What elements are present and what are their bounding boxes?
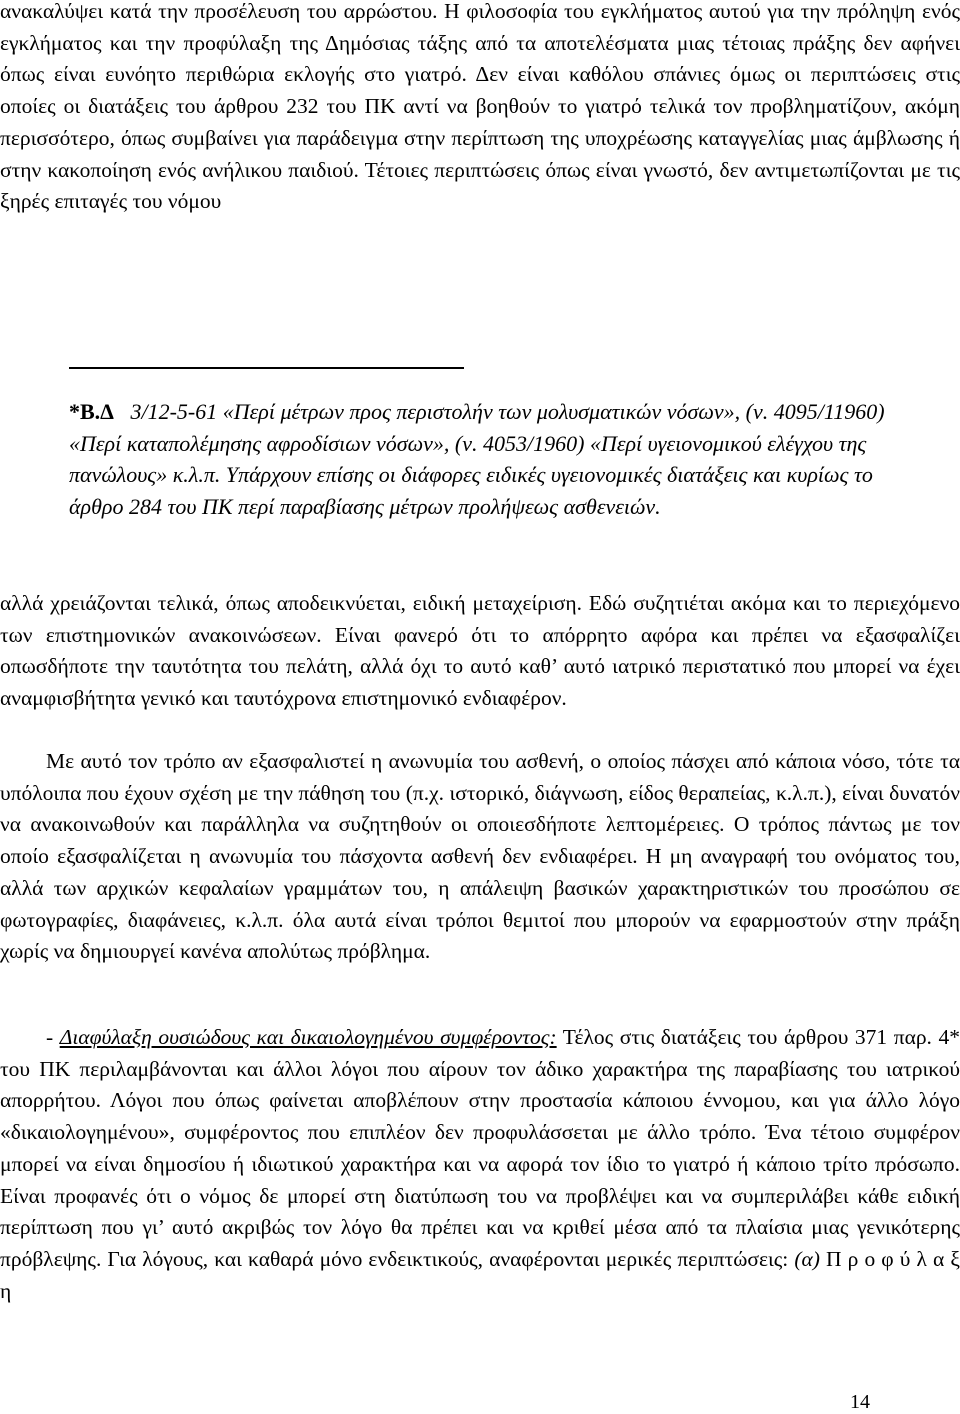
footnote-text: 3/12-5-61 «Περί μέτρων προς περιστολήν των μολυσματικών νόσων», (ν. 4095/11960) «Περί καταπολέμησης αφροδίσιων νόσων», (ν. 4053/1960) «Περί υγειονομικού ελέγχου της πανώλους» κ.λ.π. Υπάρχουν επίσης οι διάφορες ειδικές υγειονομικές διατάξεις και κυρίως το άρθρο 284 του ΠΚ περί παραβίασης μέτρων προλήψεως ασθενειών. bbox=[69, 399, 885, 519]
page-number: 14 bbox=[850, 1391, 870, 1413]
list-dash: - bbox=[46, 1025, 60, 1049]
item-marker: (α) bbox=[794, 1246, 820, 1271]
paragraph-text: Τέλος στις διατάξεις του άρθρου 371 παρ. 4* του ΠΚ περιλαμβάνονται και άλλοι λόγοι που αίρουν τον άδικο χαρακτήρα της παραβίασης του ιατρικού απορρήτου. Λόγοι που όπως φαίνεται αποβλέπουν στην προστασία κάποιου έννομου, και για άλλο λόγο «δικαιολογημένου», συμφέροντος που επιπλέον δεν προφυλάσσεται με άλλο τρόπο. Ένα τέτοιο συμφέρον μπορεί να είναι δημοσίου ή ιδιωτικού χαρακτήρα και να αφορά τον ίδιο το γιατρό ή κάποιο τρίτο πρόσωπο. Είναι προφανές ότι ο νόμος δε μπορεί στη διατύπωση του να προβλέψει και να συμπεριλάβει κάθε ειδική περίπτωση που γι’ αυτό ακριβώς τον λόγο θα πρέπει και να κριθεί μέσα από τα πλαίσια μιας γενικότερης πρόβλεψης. Για λόγους, και καθαρά μόνο ενδεικτικούς, αναφέρονται μερικές περιπτώσεις: bbox=[0, 1025, 960, 1271]
section-heading: Διαφύλαξη ουσιώδους και δικαιολογημένου συμφέροντος: bbox=[59, 1025, 557, 1049]
body-paragraph: Με αυτό τον τρόπο αν εξασφαλιστεί η ανωνυμία του ασθενή, ο οποίος πάσχει από κάποια νόσο, τότε τα υπόλοιπα που έχουν σχέση με την πάθηση του (π.χ. ιστορικό, διάγνωση, είδος θεραπείας, κ.λ.π.), είναι δυνατόν να ανακοινωθούν και παράλληλα να συζητηθούν οι οποιεσδήποτε λεπτομέρειες. Ο τρόπος πάντως με τον οποίο εξασφαλίζεται η ανωνυμία του πάσχοντα ασθενή δεν ενδιαφέρει. Η μη αναγραφή του ονόματος του, αλλά των αρχικών κεφαλαίων γραμμάτων του, η απάλειψη βασικών χαρακτηριστικών του προσώπου σε φωτογραφίες, διαφάνειες, κ.λ.π. όλα αυτά είναι τρόποι θεμιτοί που μπορούν να εφαρμοστούν στην πράξη χωρίς να δημιουργεί κανένα απολύτως πρόβλημα. bbox=[0, 749, 960, 964]
footnote bbox=[69, 396, 889, 522]
footnote-marker: *Β.Δ bbox=[69, 399, 114, 424]
body-paragraph bbox=[0, 1022, 960, 1307]
paragraph-tail: Π ρ ο φ ύ λ α ξ η bbox=[0, 1246, 960, 1303]
body-paragraph: ανακαλύψει κατά την προσέλευση του αρρώστου. Η φιλοσοφία του εγκλήματος αυτού για την πρόληψη ενός εγκλήματος και την προφύλαξη της Δημόσιας τάξης από τα αποτελέσματα μιας τέτοιας πράξης δεν αφήνει όπως είναι ευνόητο περιθώρια εκλογής στο γιατρό. Δεν είναι καθόλου σπάνιες όμως οι περιπτώσεις στις οποίες οι διατάξεις του άρθρου 232 του ΠΚ αντί να βοηθούν το γιατρό τελικά τον προβληματίζουν, ακόμη περισσότερο, όπως συμβαίνει για παράδειγμα στην περίπτωση της υποχρέωσης καταγγελίας μιας άμβλωσης ή στην κακοποίηση ενός ανήλικου παιδιού. Τέτοιες περιπτώσεις όπως είναι γνωστό, δεν αντιμετωπίζονται με τις ξηρές επιταγές του νόμου bbox=[0, 0, 960, 214]
footnote-separator bbox=[69, 367, 464, 369]
body-paragraph: αλλά χρειάζονται τελικά, όπως αποδεικνύεται, ειδική μεταχείριση. Εδώ συζητιέται ακόμα και το περιεχόμενο των επιστημονικών ανακοινώσεων. Είναι φανερό ότι το απόρρητο αφόρα και πρέπει να εξασφαλίζει οπωσδήποτε την ταυτότητα του πελάτη, αλλά όχι το αυτό καθ’ αυτό ιατρικό περιστατικό που μπορεί να έχει αναμφισβήτητα γενικό και ταυτόχρονα επιστημονικό ενδιαφέρον. bbox=[0, 591, 960, 711]
